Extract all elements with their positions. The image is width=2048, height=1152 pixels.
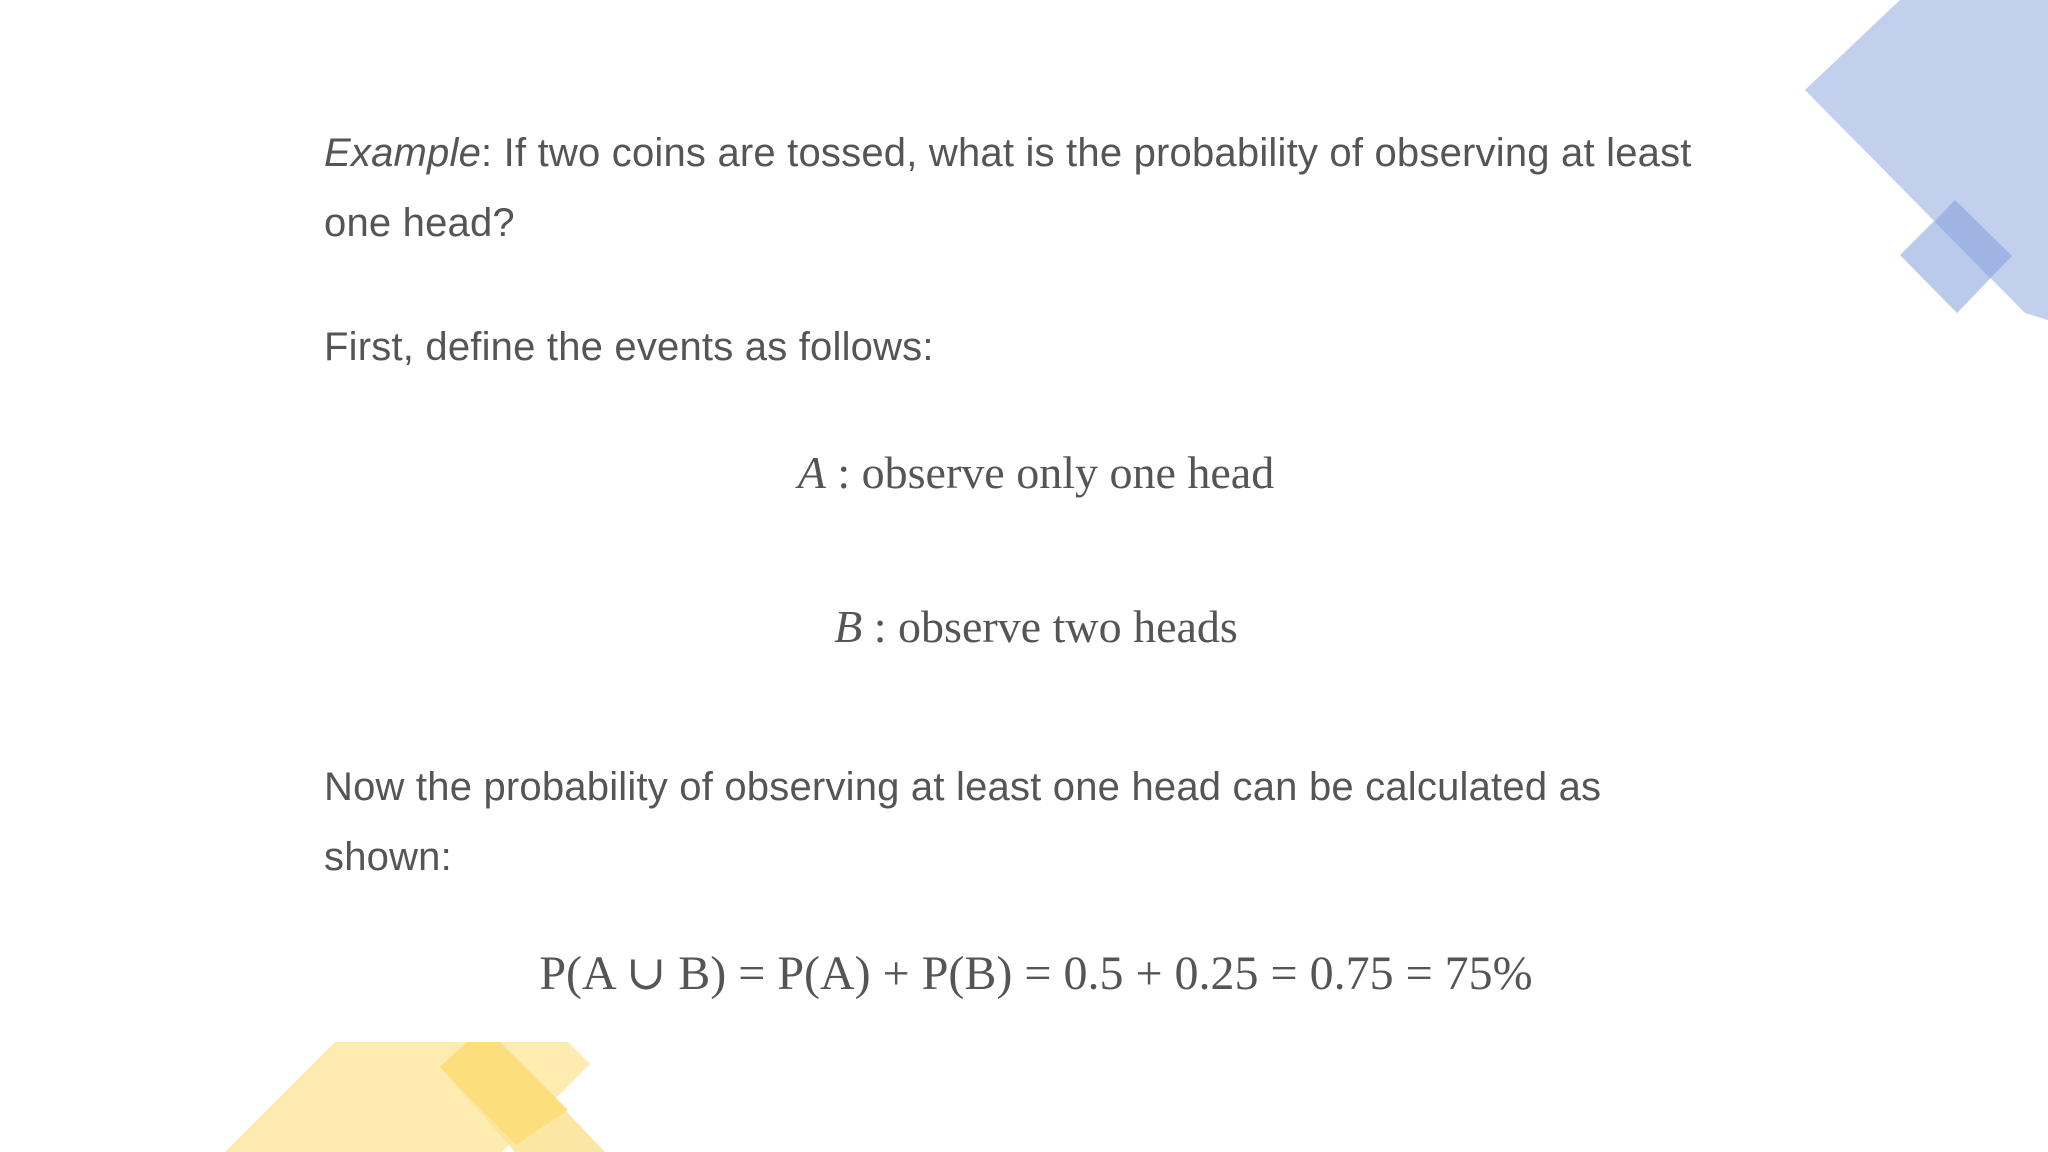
calc-paragraph: Now the probability of observing at least one head can be calculated as shown: bbox=[324, 765, 1602, 879]
intro-paragraph: First, define the events as follows: bbox=[324, 325, 934, 369]
probability-formula: P(A ∪ B) = P(A) + P(B) = 0.5 + 0.25 = 0.75 = 75% bbox=[539, 947, 1533, 1000]
yellow-shape-small bbox=[440, 1042, 605, 1152]
example-label: Example bbox=[324, 131, 482, 175]
main-content bbox=[324, 118, 1724, 382]
event-a-description: : observe only one head bbox=[825, 447, 1275, 498]
example-question: : If two coins are tossed, what is the probability of observing at least one head? bbox=[324, 131, 1692, 245]
calc-content bbox=[324, 752, 1724, 892]
example-paragraph bbox=[324, 118, 1724, 258]
blue-diamond-small bbox=[1900, 200, 2012, 313]
event-a-symbol: A bbox=[797, 447, 826, 498]
event-a-definition bbox=[12, 446, 2048, 499]
event-b-definition bbox=[12, 600, 2048, 653]
blue-diamond-overlap bbox=[1935, 200, 2012, 278]
blue-diamond-large bbox=[1805, 0, 2048, 320]
yellow-shape-overlap bbox=[440, 1042, 568, 1145]
yellow-shape-large bbox=[225, 1042, 590, 1152]
event-b-symbol: B bbox=[834, 601, 863, 652]
event-b-description: : observe two heads bbox=[862, 601, 1238, 652]
